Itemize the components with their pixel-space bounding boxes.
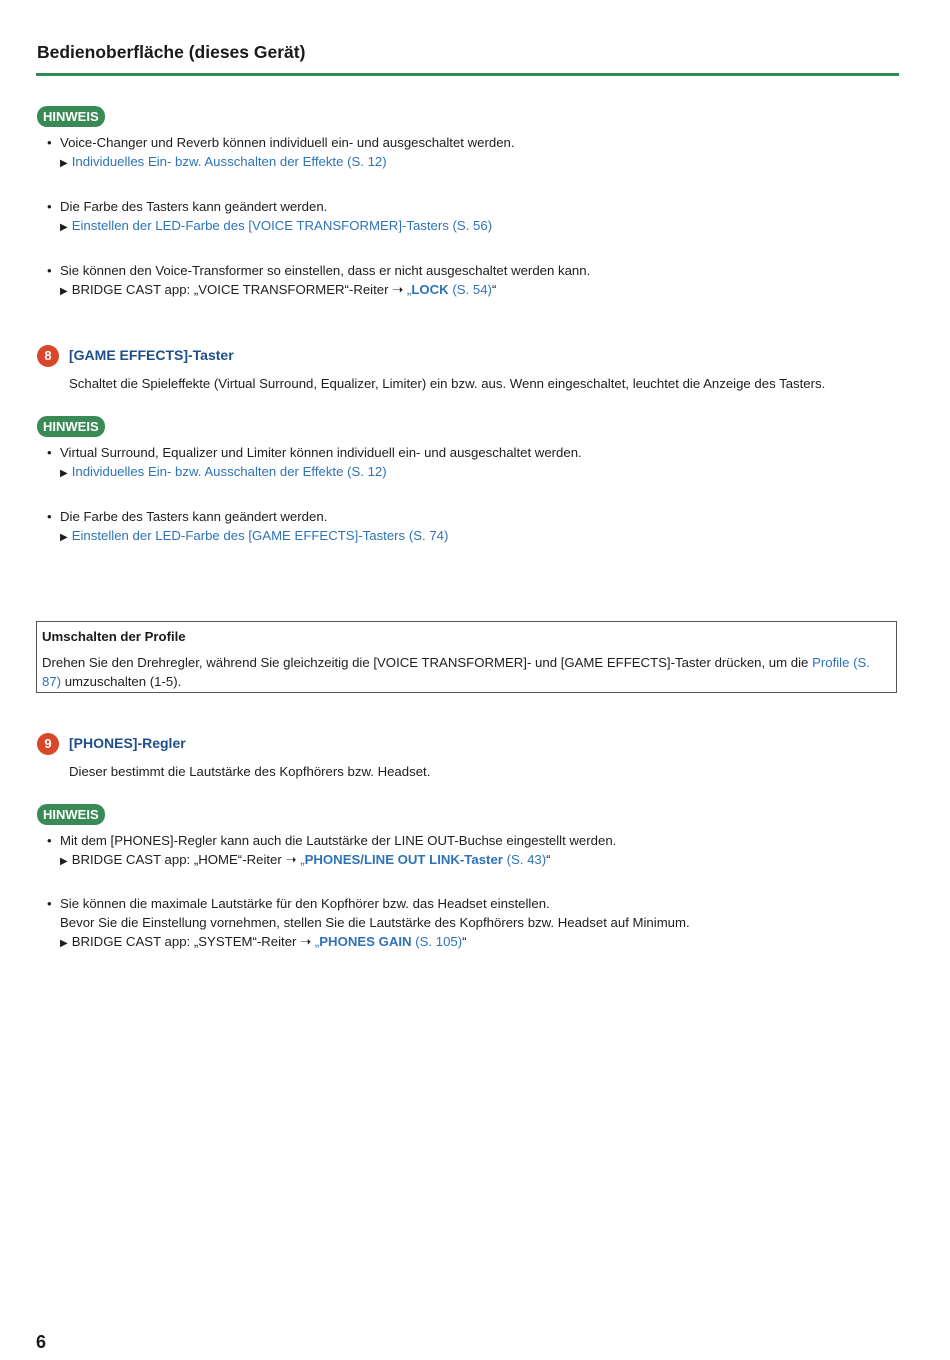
app-arrow-icon: ➝ [392, 282, 404, 297]
arrow-right-icon: ▶ [60, 468, 68, 479]
section-number-badge: 8 [37, 345, 59, 367]
quote-close: “ [462, 934, 467, 949]
note-item [47, 261, 590, 280]
reference-page: (S. 105) [411, 934, 463, 949]
reference-line [60, 850, 551, 871]
note-item [47, 894, 550, 913]
app-arrow-icon: ➝ [300, 934, 312, 949]
section-title: [GAME EFFECTS]-Taster [69, 347, 234, 363]
bullet-icon: • [47, 199, 52, 214]
title-divider [36, 73, 899, 76]
note-item [47, 831, 616, 850]
info-box-text-before: Drehen Sie den Drehregler, während Sie gleichzeitig die [VOICE TRANSFORMER]- und [GAME EFFECTS]-Taster drücken, um die [42, 655, 813, 670]
reference-link[interactable]: Individuelles Ein- bzw. Ausschalten der Effekte (S. 12) [71, 464, 387, 479]
note-text: Die Farbe des Tasters kann geändert werden. [60, 199, 328, 214]
note-text: Sie können die maximale Lautstärke für den Kopfhörer bzw. das Headset einstellen. [60, 896, 550, 911]
page-number: 6 [36, 1332, 47, 1352]
bullet-icon: • [47, 509, 52, 524]
quote-close: “ [491, 282, 497, 297]
quote-open: „ [406, 282, 412, 297]
reference-link-bold: PHONES GAIN [319, 934, 412, 949]
arrow-right-icon: ▶ [60, 938, 68, 949]
hinweis-label: HINWEIS [37, 804, 105, 825]
reference-link[interactable] [315, 934, 462, 949]
reference-link[interactable]: Einstellen der LED-Farbe des [GAME EFFECTS]-Tasters (S. 74) [71, 528, 449, 543]
hinweis-label: HINWEIS [37, 416, 105, 437]
note-item [47, 443, 582, 462]
reference-prefix: BRIDGE CAST app: „VOICE TRANSFORMER“-Reiter [71, 282, 389, 297]
arrow-right-icon: ▶ [60, 532, 68, 543]
bullet-icon: • [47, 263, 52, 278]
note-text-continued: Bevor Sie die Einstellung vornehmen, stellen Sie die Lautstärke des Kopfhörers bzw. Headset auf Minimum. [60, 915, 690, 930]
note-item [47, 197, 327, 216]
section-description: Schaltet die Spieleffekte (Virtual Surround, Equalizer, Limiter) ein bzw. aus. Wenn eingeschaltet, leuchtet die Anzeige des Tasters. [69, 376, 826, 391]
arrow-right-icon: ▶ [60, 222, 68, 233]
reference-prefix: BRIDGE CAST app: „SYSTEM“-Reiter [71, 934, 297, 949]
note-text: Sie können den Voice-Transformer so einstellen, dass er nicht ausgeschaltet werden kann. [60, 263, 591, 278]
quote-close: “ [546, 852, 551, 867]
page-title: Bedienoberfläche (dieses Gerät) [37, 42, 306, 62]
info-box-title: Umschalten der Profile [42, 629, 186, 644]
quote-open: „ [300, 852, 305, 867]
info-box [36, 621, 897, 693]
bullet-icon: • [47, 833, 52, 848]
reference-line [60, 280, 496, 301]
bullet-icon: • [47, 445, 52, 460]
reference-link-bold: PHONES/LINE OUT LINK-Taster [304, 852, 503, 867]
arrow-right-icon: ▶ [60, 286, 68, 297]
profile-link[interactable]: Profile (S. 87) [42, 655, 870, 689]
reference-page: (S. 54) [448, 282, 492, 297]
note-text: Voice-Changer und Reverb können individuell ein- und ausgeschaltet werden. [60, 135, 515, 150]
reference-link[interactable] [407, 282, 492, 297]
note-text: Mit dem [PHONES]-Regler kann auch die Lautstärke der LINE OUT-Buchse eingestellt werden. [60, 833, 617, 848]
info-box-text [42, 653, 887, 691]
note-item [47, 507, 327, 526]
note-text: Virtual Surround, Equalizer und Limiter können individuell ein- und ausgeschaltet werden. [60, 445, 582, 460]
section-description: Dieser bestimmt die Lautstärke des Kopfhörers bzw. Headset. [69, 764, 431, 779]
arrow-right-icon: ▶ [60, 856, 68, 867]
reference-link-bold: LOCK [411, 282, 449, 297]
reference-link[interactable]: Einstellen der LED-Farbe des [VOICE TRANSFORMER]-Tasters (S. 56) [71, 218, 493, 233]
reference-prefix: BRIDGE CAST app: „HOME“-Reiter [71, 852, 282, 867]
reference-line [60, 462, 387, 483]
reference-link[interactable] [300, 852, 546, 867]
bullet-icon: • [47, 135, 52, 150]
reference-line [60, 152, 387, 173]
bullet-icon: • [47, 896, 52, 911]
section-title: [PHONES]-Regler [69, 735, 186, 751]
reference-link[interactable]: Individuelles Ein- bzw. Ausschalten der Effekte (S. 12) [71, 154, 387, 169]
section-number-badge: 9 [37, 733, 59, 755]
hinweis-label: HINWEIS [37, 106, 105, 127]
note-item [47, 133, 515, 152]
note-text: Die Farbe des Tasters kann geändert werden. [60, 509, 328, 524]
reference-line [60, 216, 492, 237]
reference-line [60, 526, 448, 547]
app-arrow-icon: ➝ [285, 852, 297, 867]
arrow-right-icon: ▶ [60, 158, 68, 169]
reference-page: (S. 43) [502, 852, 547, 867]
info-box-text-after: umzuschalten (1-5). [61, 674, 182, 689]
quote-open: „ [314, 934, 320, 949]
reference-line [60, 932, 467, 953]
